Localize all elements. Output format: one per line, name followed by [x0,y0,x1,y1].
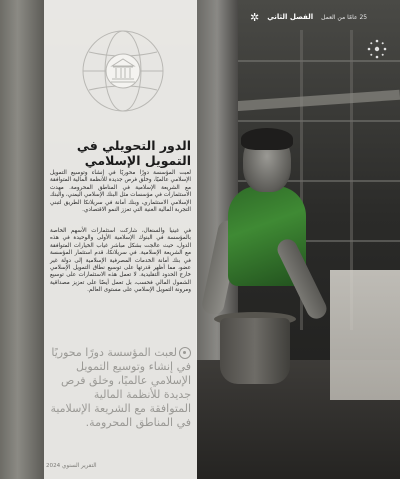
logo-mark-icon [364,36,390,62]
header-tagline: 25 عامًا من العمل [321,13,368,21]
quote-icon [179,347,191,359]
photo-left-wall [0,0,44,479]
body-paragraph-1: لعبت المؤسسة دورًا محوريًا في إنشاء وتوسيع التمويل الإسلامي عالميًا، وخلق فرص جديدة للأنظمة المالية المتوافقة مع الشريعة الإسلامية في المناطق المحرومة. مهدت الاستثمارات في مؤسسات مثل البنك الإسلامي اليمني، والبنك الإسلامي الاستثماري، وبنك أمانة في سريلانكا الطريق لتبني التجربة المالية الغنية التي تعزز النمو الاقتصادي. [50,170,191,214]
body-paragraph-2: في غينيا والسنغال، شاركت استثمارات الأسهم الخاصة بالمؤسسة في البنوك الإسلامية الأولى والوحيدة في هذه الدول، حيث عالجت بشكل مباشر غياب الخيارات المتوافقة مع الشريعة الإسلامية. في سريلانكا، قدم استثمار المؤسسة في بنك أمانة الخدمات المصرفية الإسلامية إلى دولة غير عضو، مما أظهر قدرتها على توسيع نطاق التمويل الإسلامي خارج الحدود التقليدية. لا تعمل هذه الاستثمارات على توسيع الشمول المالي فحسب، بل تعمل أيضًا على تعزيز مصداقية ومرونة التمويل الإسلامي على مستوى العالم. [50,228,191,294]
pull-quote-text: لعبت المؤسسة دورًا محوريًا في إنشاء وتوسيع التمويل الإسلامي عالميًا، وخلق فرص جديدة للأنظمة المالية المتوافقة مع الشريعة الإسلامية في المناطق المحرومة. [50,346,191,429]
star-icon: ✲ [250,10,260,24]
photo-beam [220,90,400,113]
photo-bucket [220,318,290,384]
chapter-label: الفصل الثاني [267,13,314,21]
photo-blocks [330,270,400,400]
page-header [250,10,388,24]
globe-bank-icon [80,28,166,114]
pull-quote [50,346,191,430]
report-footer: التقرير السنوي 2024 [46,463,97,469]
photo-shelf [238,120,400,122]
photo-worker-hair [241,128,293,150]
page-title: الدور التحويلي في التمويل الإسلامي [76,138,191,168]
